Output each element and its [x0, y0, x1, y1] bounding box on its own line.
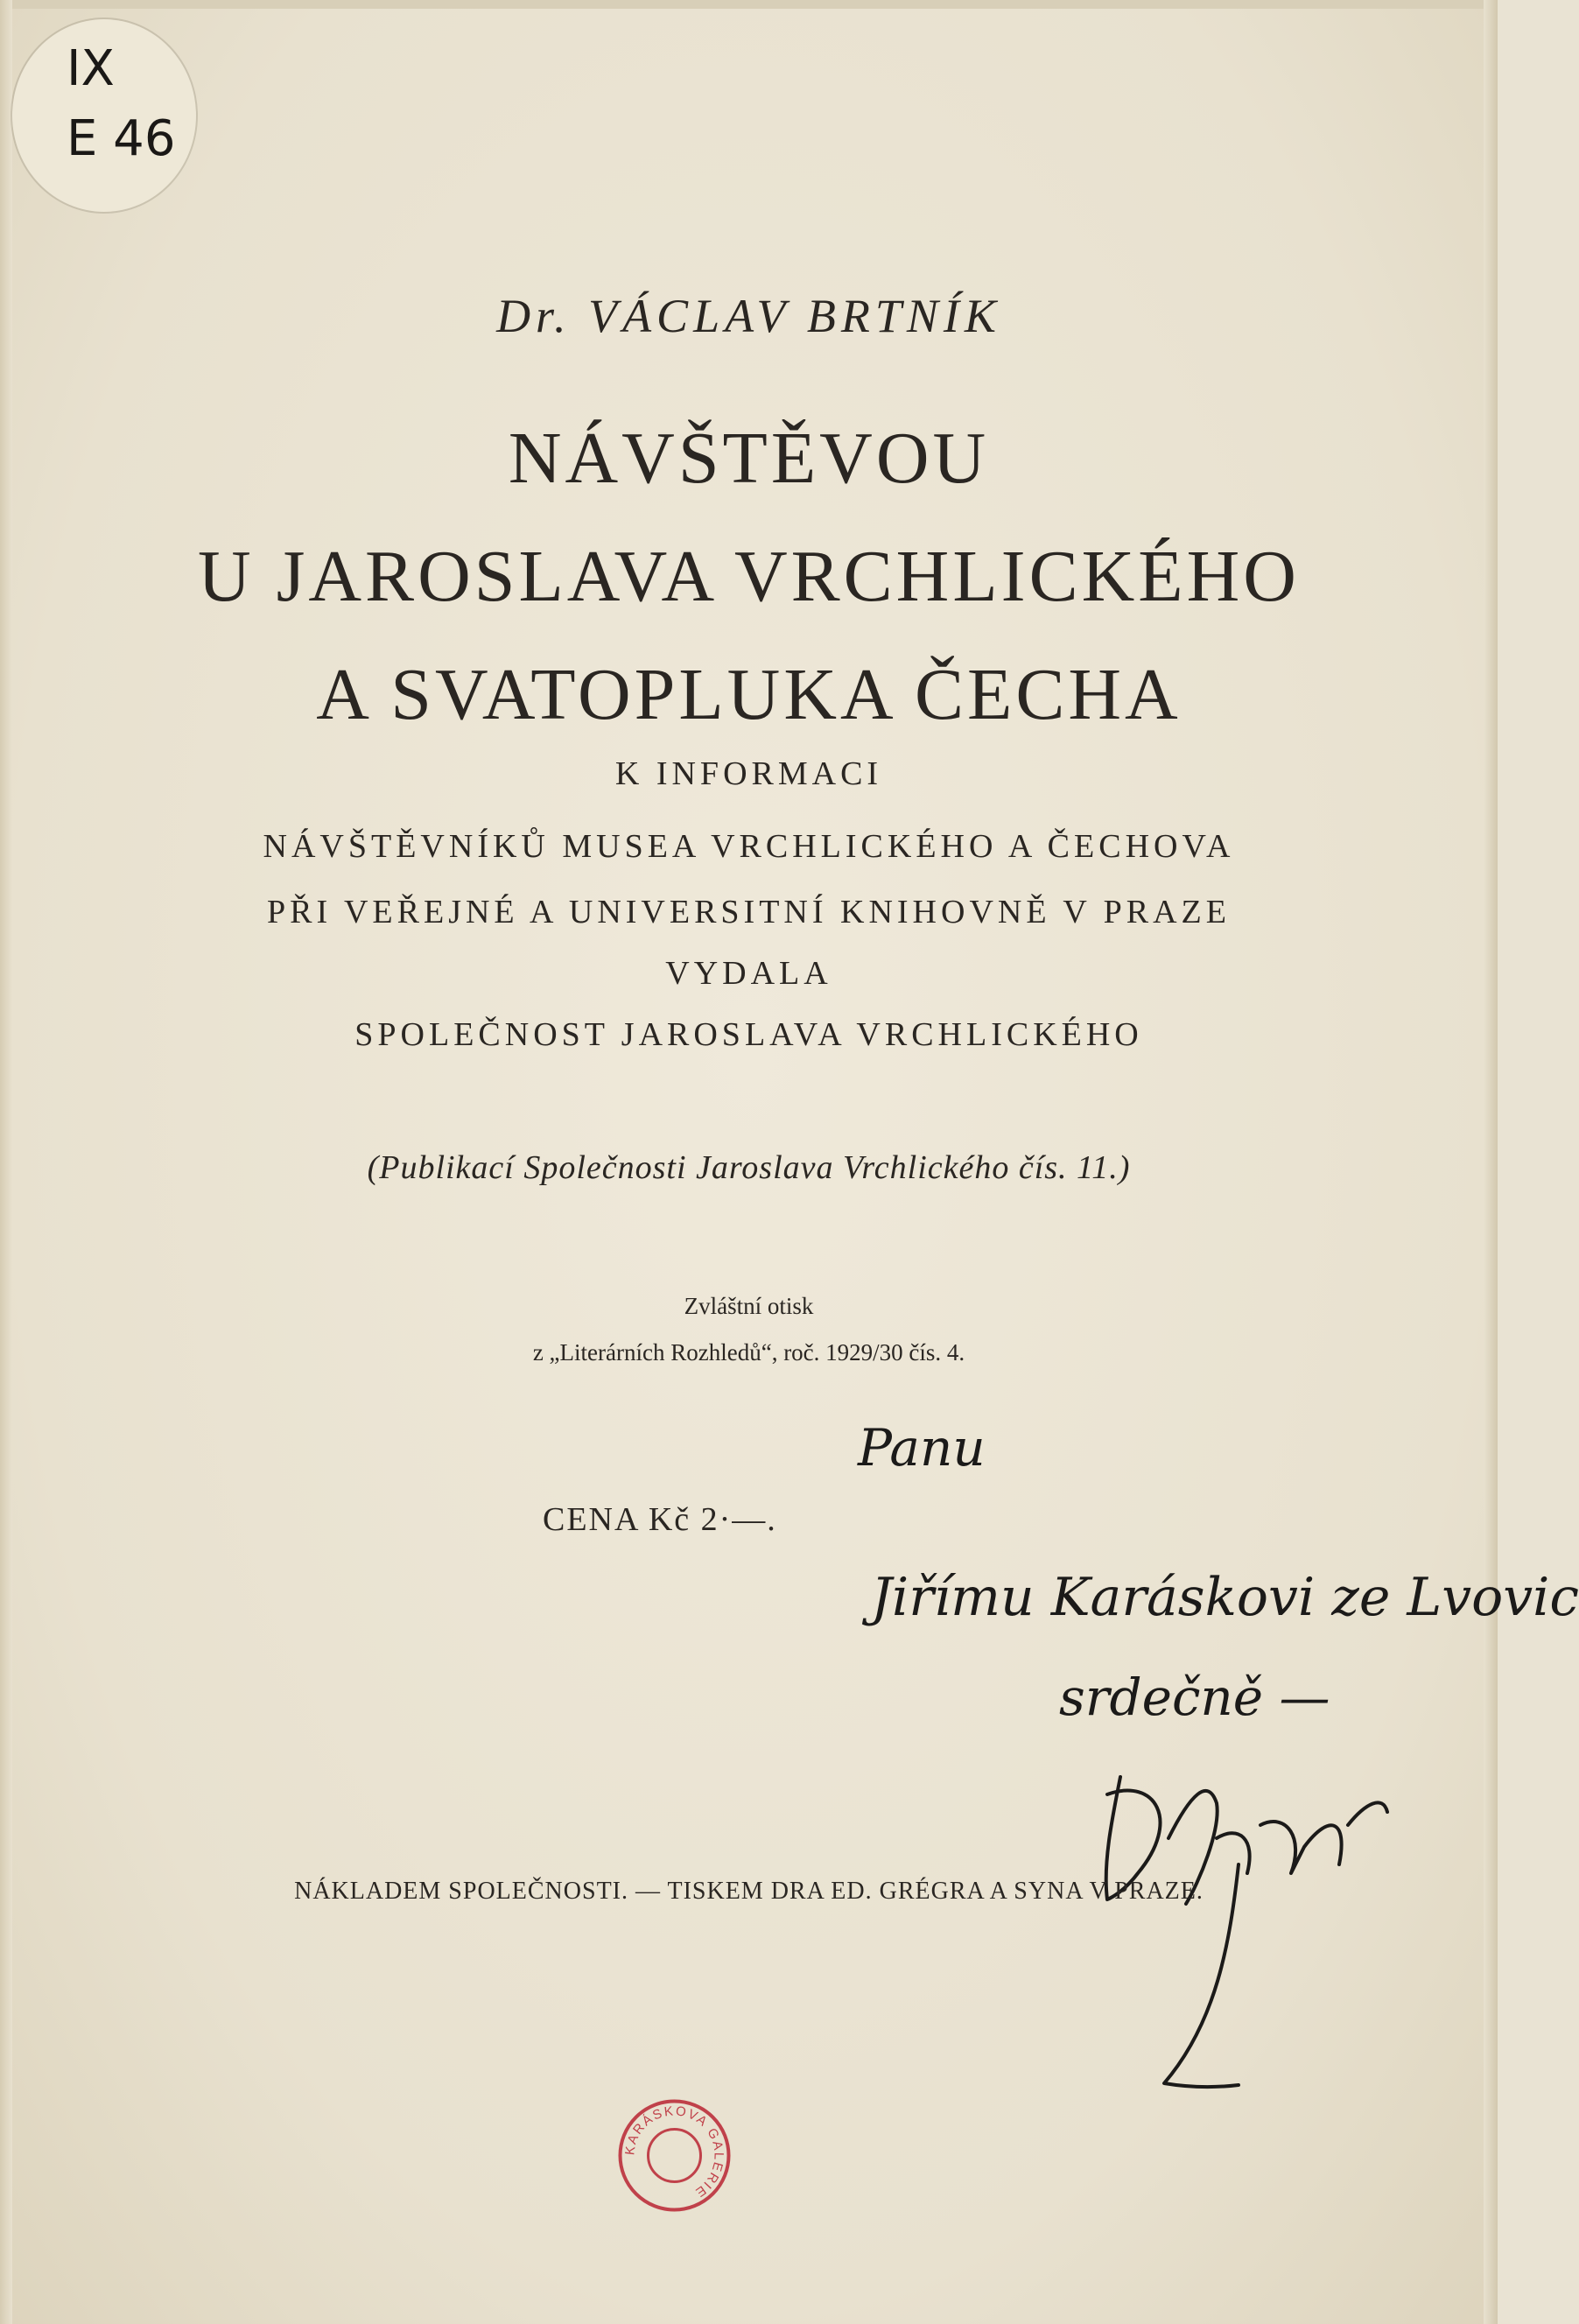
- shelfmark-line-2: E 46: [67, 110, 176, 167]
- shelfmark-label: [12, 19, 196, 212]
- page-edge-top: [0, 0, 1498, 9]
- title-line-1: NÁVŠTĚVOU: [508, 418, 990, 499]
- subtitle-line-1: K INFORMACI: [614, 755, 883, 792]
- reprint-line-2: z „Literárních Rozhledů“, roč. 1929/30 čís. 4.: [532, 1339, 965, 1366]
- subtitle-line-2: NÁVŠTĚVNÍKŮ MUSEA VRCHLICKÉHO A ČECHOVA: [263, 828, 1235, 865]
- subtitle-line-5: SPOLEČNOST JAROSLAVA VRCHLICKÉHO: [354, 1016, 1143, 1053]
- imprint: NÁKLADEM SPOLEČNOSTI. — TISKEM DRA ED. GRÉGRA A SYNA V PRAZE.: [294, 1878, 1204, 1905]
- subtitle-line-4: VYDALA: [665, 955, 832, 992]
- reprint-line-1: Zvláštní otisk: [684, 1293, 814, 1319]
- signature-mark: [1085, 1742, 1400, 2136]
- series-note: (Publikací Společnosti Jaroslava Vrchlického čís. 11.): [367, 1149, 1131, 1186]
- stamp-text: KARÁSKOVA GALERIE: [622, 2103, 726, 2201]
- dedication-line-2: Jiřímu Karáskovi ze Lvovic: [871, 1567, 1579, 1628]
- title-line-2: U JAROSLAVA VRCHLICKÉHO: [198, 536, 1300, 617]
- price: CENA Kč 2·—.: [543, 1501, 777, 1538]
- library-stamp: [615, 2096, 733, 2215]
- subtitle-line-3: PŘI VEŘEJNÉ A UNIVERSITNÍ KNIHOVNĚ V PRAZE: [267, 894, 1231, 930]
- author-name: Dr. VÁCLAV BRTNÍK: [496, 290, 1001, 342]
- shelfmark-line-1: IX: [67, 40, 115, 97]
- dedication-line-3: srdečně —: [1059, 1668, 1330, 1727]
- dedication-line-1: Panu: [858, 1418, 986, 1478]
- title-line-3: A SVATOPLUKA ČECHA: [316, 654, 1182, 735]
